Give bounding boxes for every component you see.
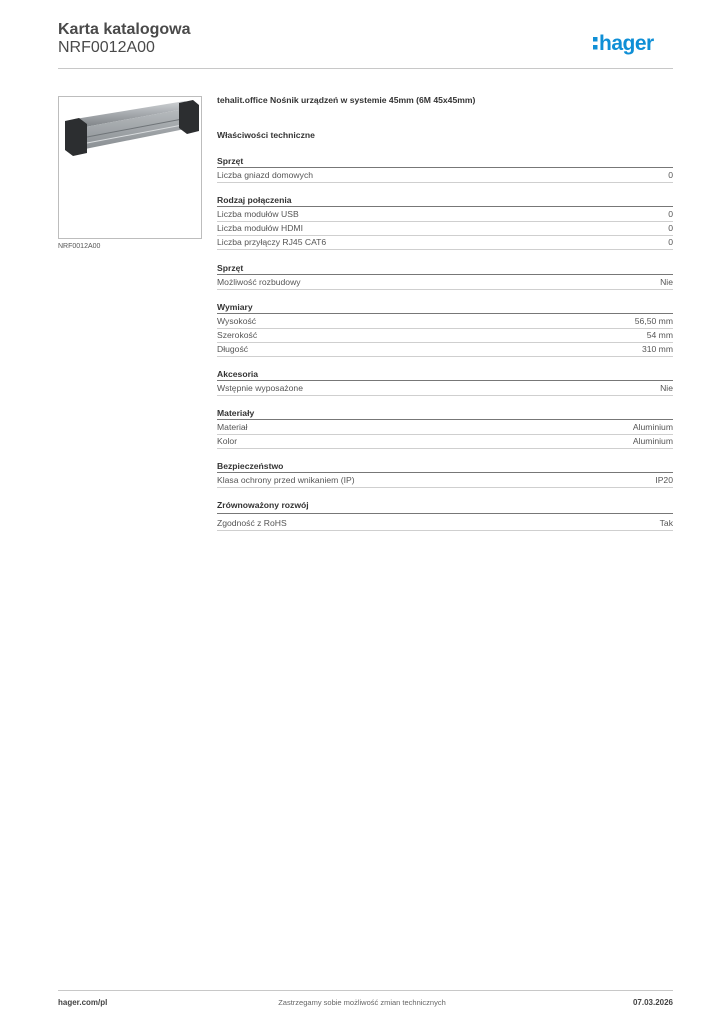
spec-row <box>217 208 673 222</box>
spec-row <box>217 382 673 396</box>
section-title: Rodzaj połączenia <box>217 195 292 205</box>
row-divider <box>217 395 673 396</box>
logo-dot-top <box>593 37 598 42</box>
spec-value: IP20 <box>655 475 673 485</box>
spec-label: Klasa ochrony przed wnikaniem (IP) <box>217 475 355 485</box>
section-divider <box>217 380 673 381</box>
section-title: Akcesoria <box>217 369 259 379</box>
spec-value: Nie <box>660 383 673 393</box>
product-image <box>58 96 202 239</box>
section-title: Sprzęt <box>217 263 244 273</box>
row-divider <box>217 356 673 357</box>
product-description: tehalit.office Nośnik urządzeń w systemie 45mm (6M 45x45mm) <box>217 95 476 105</box>
spec-label: Liczba modułów HDMI <box>217 223 303 233</box>
spec-label: Wysokość <box>217 316 257 326</box>
spec-row <box>217 169 673 183</box>
spec-value: 0 <box>668 223 673 233</box>
spec-value: Nie <box>660 277 673 287</box>
product-code: NRF0012A00 <box>58 39 155 56</box>
spec-label: Materiał <box>217 422 248 432</box>
spec-label: Kolor <box>217 436 238 446</box>
spec-value: Aluminium <box>632 422 673 432</box>
spec-row <box>217 421 673 435</box>
section-divider <box>217 206 673 207</box>
logo-dot-bottom <box>593 45 598 50</box>
spec-label: Szerokość <box>217 330 258 340</box>
section-divider <box>217 419 673 420</box>
properties-heading: Właściwości techniczne <box>217 130 315 140</box>
left-end-cap <box>65 118 87 156</box>
spec-label: Liczba modułów USB <box>217 209 299 219</box>
footer-website-link[interactable]: hager.com/pl <box>58 998 108 1007</box>
spec-label: Możliwość rozbudowy <box>217 277 301 287</box>
spec-row <box>217 329 673 343</box>
spec-value: 0 <box>668 170 673 180</box>
hager-logo <box>592 28 674 58</box>
page-title: Karta katalogowa <box>58 21 191 38</box>
section-title: Sprzęt <box>217 156 244 166</box>
spec-value: Tak <box>659 518 673 528</box>
spec-row <box>217 315 673 329</box>
spec-row <box>217 236 673 250</box>
footer-divider <box>58 990 673 991</box>
spec-label: Długość <box>217 344 249 354</box>
spec-value: 56,50 mm <box>634 316 673 326</box>
section-title: Zrównoważony rozwój <box>217 500 309 510</box>
spec-row <box>217 517 673 531</box>
footer-date: 07.03.2026 <box>632 998 673 1007</box>
section-divider <box>217 313 673 314</box>
section-divider <box>217 513 673 514</box>
section-title: Wymiary <box>217 302 253 312</box>
row-divider <box>217 448 673 449</box>
row-divider <box>217 182 673 183</box>
section-divider <box>217 167 673 168</box>
row-divider <box>217 530 673 531</box>
spec-value: 0 <box>668 237 673 247</box>
spec-row <box>217 474 673 488</box>
spec-value: 54 mm <box>646 330 673 340</box>
row-divider <box>217 289 673 290</box>
product-illustration <box>59 97 201 238</box>
section-divider <box>217 472 673 473</box>
row-divider <box>217 487 673 488</box>
spec-label: Liczba gniazd domowych <box>217 170 314 180</box>
image-caption: NRF0012A00 <box>58 243 101 250</box>
spec-value: 0 <box>668 209 673 219</box>
spec-label: Zgodność z RoHS <box>217 518 287 528</box>
spec-value: 310 mm <box>641 344 673 354</box>
section-title: Materiały <box>217 408 255 418</box>
spec-row <box>217 276 673 290</box>
spec-row <box>217 222 673 236</box>
spec-label: Wstępnie wyposażone <box>217 383 303 393</box>
spec-value: Aluminium <box>632 436 673 446</box>
right-end-cap <box>179 100 199 134</box>
spec-label: Liczba przyłączy RJ45 CAT6 <box>217 237 327 247</box>
section-divider <box>217 274 673 275</box>
header-divider <box>58 68 673 69</box>
row-divider <box>217 249 673 250</box>
spec-row <box>217 343 673 357</box>
section-title: Bezpieczeństwo <box>217 461 284 471</box>
logo-wordmark: hager <box>599 32 654 55</box>
spec-row <box>217 435 673 449</box>
footer-notice: Zastrzegamy sobie możliwość zmian technicznych <box>278 998 446 1007</box>
